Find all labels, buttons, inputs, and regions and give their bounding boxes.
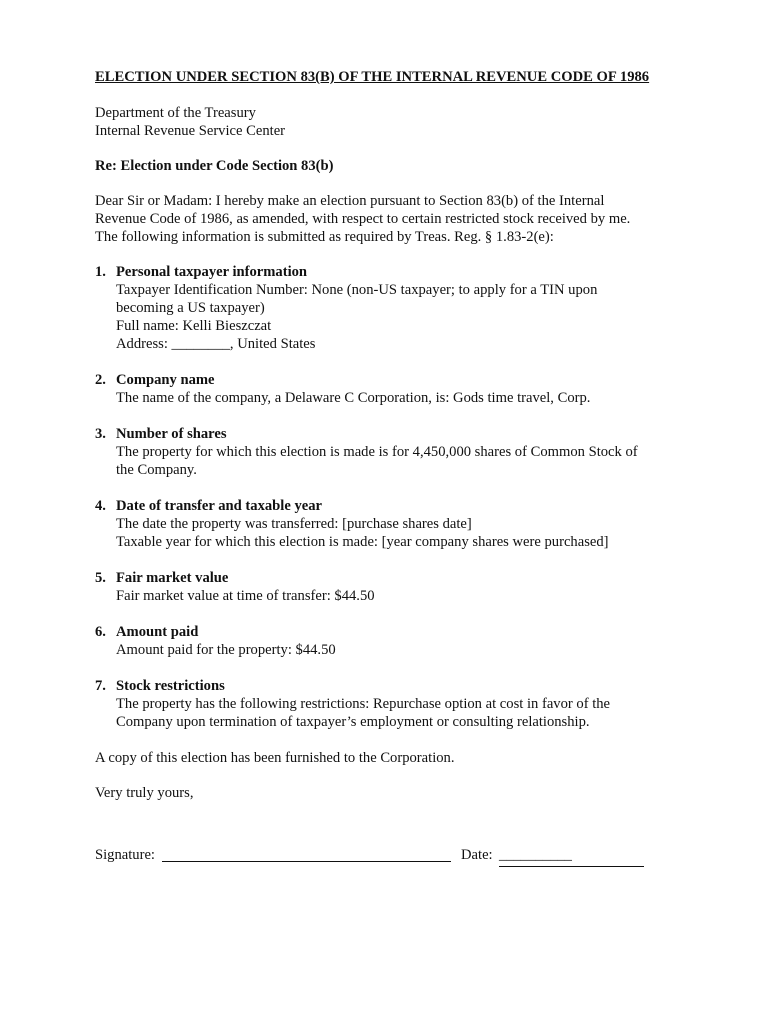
item-line: The name of the company, a Delaware C Corporation, is: Gods time travel, Corp. — [116, 390, 591, 406]
copy-note: A copy of this election has been furnished to the Corporation. — [95, 750, 455, 766]
item-number: 4. — [95, 498, 106, 514]
intro-line: Dear Sir or Madam: I hereby make an election pursuant to Section 83(b) of the Internal — [95, 193, 605, 209]
item-number: 3. — [95, 426, 106, 442]
item-heading: Fair market value — [116, 570, 229, 586]
signature-row — [95, 846, 655, 866]
election-items-list — [95, 263, 675, 731]
item-line: Address: ________, United States — [116, 336, 316, 352]
item-line: Company upon termination of taxpayer’s employment or consulting relationship. — [116, 714, 590, 730]
item-heading: Date of transfer and taxable year — [116, 498, 323, 514]
item-number: 1. — [95, 264, 106, 280]
election-item-company — [95, 371, 675, 407]
address-line: Department of the Treasury — [95, 105, 256, 121]
item-line: becoming a US taxpayer) — [116, 300, 265, 316]
item-number: 5. — [95, 570, 106, 586]
item-heading: Amount paid — [116, 624, 199, 640]
election-item-transfer-date — [95, 497, 675, 551]
election-item-amount-paid — [95, 623, 675, 659]
closing: Very truly yours, — [95, 785, 194, 801]
signature-label: Signature: — [95, 847, 155, 863]
item-heading: Stock restrictions — [116, 678, 225, 694]
item-number: 6. — [95, 624, 106, 640]
election-item-fair-market-value — [95, 569, 675, 605]
item-number: 7. — [95, 678, 106, 694]
document-title: ELECTION UNDER SECTION 83(B) OF THE INTERNAL REVENUE CODE OF 1986 — [95, 69, 650, 85]
item-line: Fair market value at time of transfer: $44.50 — [116, 588, 375, 604]
item-line: The property has the following restrictions: Repurchase option at cost in favor of the — [116, 696, 611, 712]
date-line[interactable] — [499, 866, 644, 867]
item-line: Amount paid for the property: $44.50 — [116, 642, 336, 658]
recipient-address — [95, 104, 675, 140]
item-heading: Personal taxpayer information — [116, 264, 308, 280]
intro-paragraph — [95, 192, 675, 246]
date-label: Date: — [461, 847, 493, 863]
election-item-shares — [95, 425, 675, 479]
election-item-restrictions — [95, 677, 675, 731]
item-number: 2. — [95, 372, 106, 388]
item-line: Full name: Kelli Bieszczat — [116, 318, 272, 334]
date-value: __________ — [499, 847, 572, 863]
item-line: The date the property was transferred: [purchase shares date] — [116, 516, 472, 532]
item-heading: Company name — [116, 372, 215, 388]
document-body — [95, 68, 675, 819]
item-line: Taxable year for which this election is made: [year company shares were purchased] — [116, 534, 609, 550]
item-line: the Company. — [116, 462, 197, 478]
signature-line[interactable] — [162, 861, 451, 862]
item-line: The property for which this election is made is for 4,450,000 shares of Common Stock of — [116, 444, 638, 460]
re-line: Re: Election under Code Section 83(b) — [95, 158, 334, 174]
address-line: Internal Revenue Service Center — [95, 123, 286, 139]
item-line: Taxpayer Identification Number: None (non-US taxpayer; to apply for a TIN upon — [116, 282, 598, 298]
election-item-taxpayer — [95, 263, 675, 353]
item-heading: Number of shares — [116, 426, 227, 442]
intro-line: Revenue Code of 1986, as amended, with respect to certain restricted stock received by me. — [95, 211, 631, 227]
intro-line: The following information is submitted as required by Treas. Reg. § 1.83-2(e): — [95, 229, 554, 245]
